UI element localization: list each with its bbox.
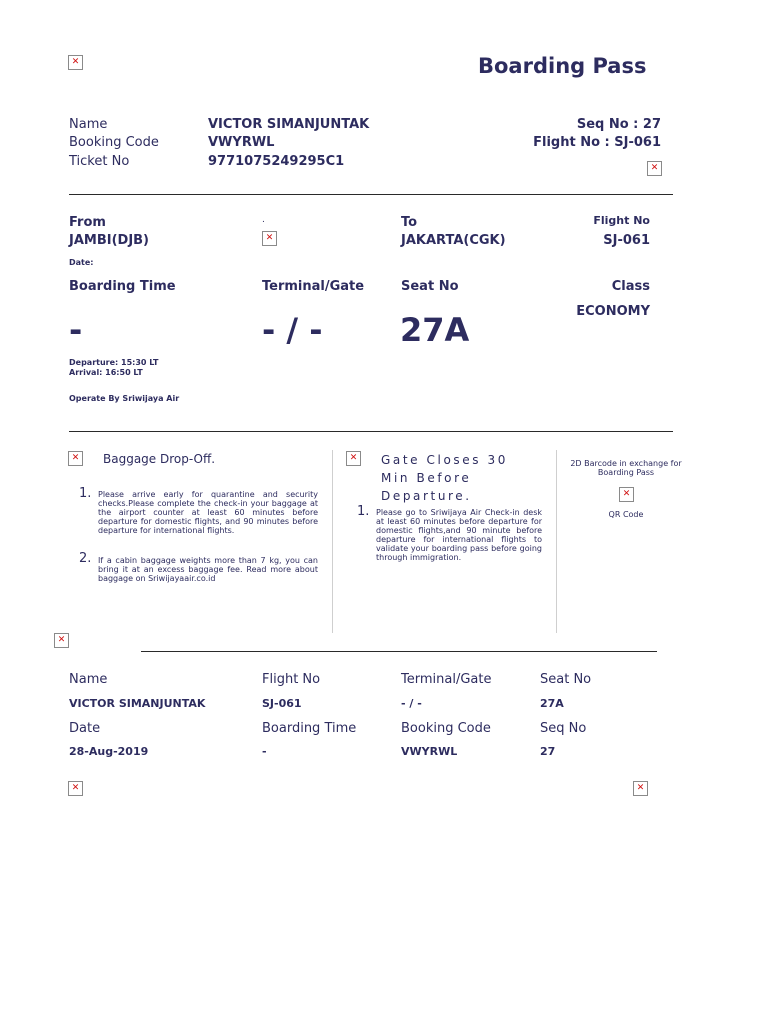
- class-label: Class: [611, 279, 650, 294]
- seat-no-label: Seat No: [401, 279, 459, 294]
- ticket-no-value: 9771075249295C1: [208, 154, 345, 169]
- date-label: Date:: [69, 258, 94, 267]
- stub-name-value: VICTOR SIMANJUNTAK: [69, 697, 206, 710]
- ticket-no-label: Ticket No: [69, 154, 130, 169]
- stub-date-label: Date: [69, 721, 101, 736]
- stub-boarding-time-label: Boarding Time: [262, 721, 357, 736]
- barcode-caption: 2D Barcode in exchange for Boarding Pass: [570, 459, 682, 477]
- route-flight-value: SJ-061: [603, 233, 650, 248]
- column-divider: [556, 450, 557, 633]
- qr-code-label: QR Code: [608, 510, 644, 519]
- qr-code-image-icon: [619, 487, 634, 502]
- stub-name-label: Name: [69, 672, 108, 687]
- stub-booking-value: VWYRWL: [401, 745, 458, 758]
- stub-seat-label: Seat No: [540, 672, 592, 687]
- stub-boarding-time-value: -: [262, 745, 267, 758]
- from-label: From: [69, 215, 106, 230]
- to-label: To: [401, 215, 418, 230]
- boarding-time-label: Boarding Time: [69, 279, 176, 294]
- stub-seat-value: 27A: [540, 697, 564, 710]
- stub-seq-value: 27: [540, 745, 556, 758]
- seat-no-value: 27A: [400, 311, 470, 349]
- baggage-item-text: Please arrive early for quarantine and security checks.Please complete the check-in your baggage at the airport counter at least 60 minutes before departure for domestic flights, and 90 minutes before departure for international flights.: [98, 490, 318, 535]
- terminal-gate-label: Terminal/Gate: [262, 279, 365, 294]
- baggage-title: Baggage Drop-Off.: [103, 452, 216, 466]
- name-value: VICTOR SIMANJUNTAK: [208, 117, 370, 132]
- airline-image-icon: [647, 161, 662, 176]
- page-title: Boarding Pass: [478, 54, 647, 78]
- to-value: JAKARTA(CGK): [401, 233, 506, 248]
- terminal-gate-value: - / -: [262, 311, 323, 349]
- route-flight-label: Flight No: [593, 214, 650, 227]
- from-value: JAMBI(DJB): [69, 233, 149, 248]
- class-value: ECONOMY: [576, 304, 650, 319]
- route-dot: .: [262, 215, 265, 225]
- baggage-item-text: If a cabin baggage weights more than 7 kg, you can bring it at an excess baggage fee. Read more about baggage on Sriwijayaair.co.id: [98, 556, 318, 583]
- divider: [69, 194, 673, 195]
- stub-flight-label: Flight No: [262, 672, 321, 687]
- stub-divider: [141, 651, 657, 652]
- stub-gate-label: Terminal/Gate: [401, 672, 492, 687]
- booking-code-label: Booking Code: [69, 135, 159, 150]
- stub-flight-value: SJ-061: [262, 697, 302, 710]
- gate-item-number: 1.: [357, 504, 370, 519]
- seq-no: Seq No : 27: [576, 117, 661, 132]
- plane-image-icon: [262, 231, 277, 246]
- baggage-item-number: 1.: [79, 486, 92, 501]
- boarding-time-value: -: [69, 311, 83, 349]
- column-divider: [332, 450, 333, 633]
- baggage-image-icon: [68, 451, 83, 466]
- baggage-item-number: 2.: [79, 551, 92, 566]
- stub-gate-value: - / -: [401, 697, 422, 710]
- operator: Operate By Sriwijaya Air: [69, 394, 180, 403]
- gate-item-text: Please go to Sriwijaya Air Check-in desk at least 60 minutes before departure for domestic flights,and 90 minute before departure for international flights to validate your boarding pass before going through immigration.: [376, 508, 542, 562]
- departure-time: Departure: 15:30 LT: [69, 358, 159, 367]
- stub-logo-image-icon: [54, 633, 69, 648]
- name-label: Name: [69, 117, 108, 132]
- stub-footer-image-icon: [633, 781, 648, 796]
- divider: [69, 431, 673, 432]
- gate-notice-title: Gate Closes 30 Min Before Departure.: [381, 453, 508, 503]
- stub-footer-image-icon: [68, 781, 83, 796]
- flight-no: Flight No : SJ-061: [533, 135, 661, 150]
- booking-code-value: VWYRWL: [208, 135, 275, 150]
- stub-date-value: 28-Aug-2019: [69, 745, 149, 758]
- logo-image-icon: [68, 55, 83, 70]
- gate-image-icon: [346, 451, 361, 466]
- stub-booking-label: Booking Code: [401, 721, 491, 736]
- arrival-time: Arrival: 16:50 LT: [69, 368, 143, 377]
- stub-seq-label: Seq No: [540, 721, 587, 736]
